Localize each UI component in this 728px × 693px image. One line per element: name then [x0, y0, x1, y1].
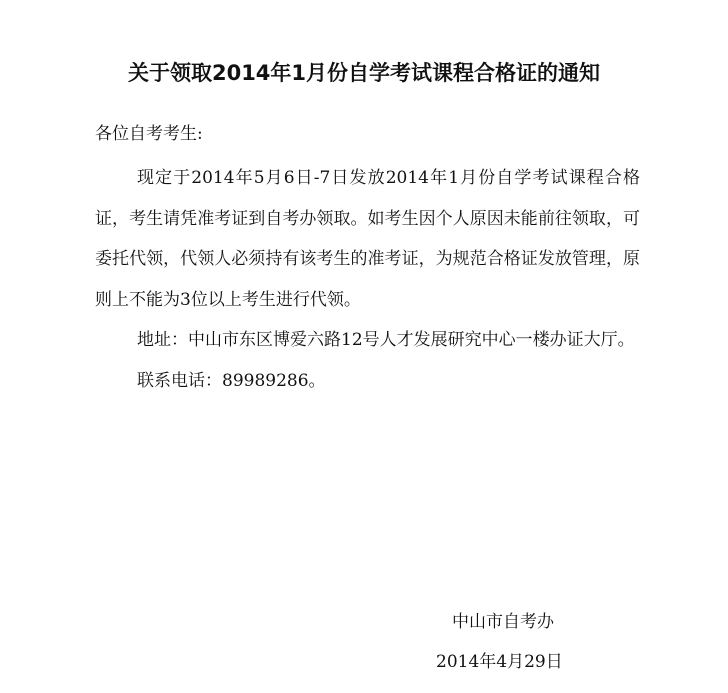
notice-paragraph-address: 地址：中山市东区博爱六路12号人才发展研究中心一楼办证大厅。 [137, 330, 635, 350]
signature-org: 中山市自考办 [452, 612, 554, 632]
notice-paragraph-phone: 联系电话：89989286。 [137, 370, 326, 391]
notice-title: 关于领取2014年1月份自学考试课程合格证的通知 [127, 61, 601, 85]
salutation: 各位自考考生: [95, 124, 203, 144]
signature-date: 2014年4月29日 [436, 652, 563, 672]
notice-paragraph-main: 现定于2014年5月6日-7日发放2014年1月份自学考试课程合格证，考生请凭准考证到自考办领取。如考生因个人原因未能前往领取，可委托代领，代领人必须持有该考生的准考证，为规范合格证发放管理，原则上不能为3位以上考生进行代领。 [95, 168, 640, 310]
notice-body [95, 158, 640, 401]
